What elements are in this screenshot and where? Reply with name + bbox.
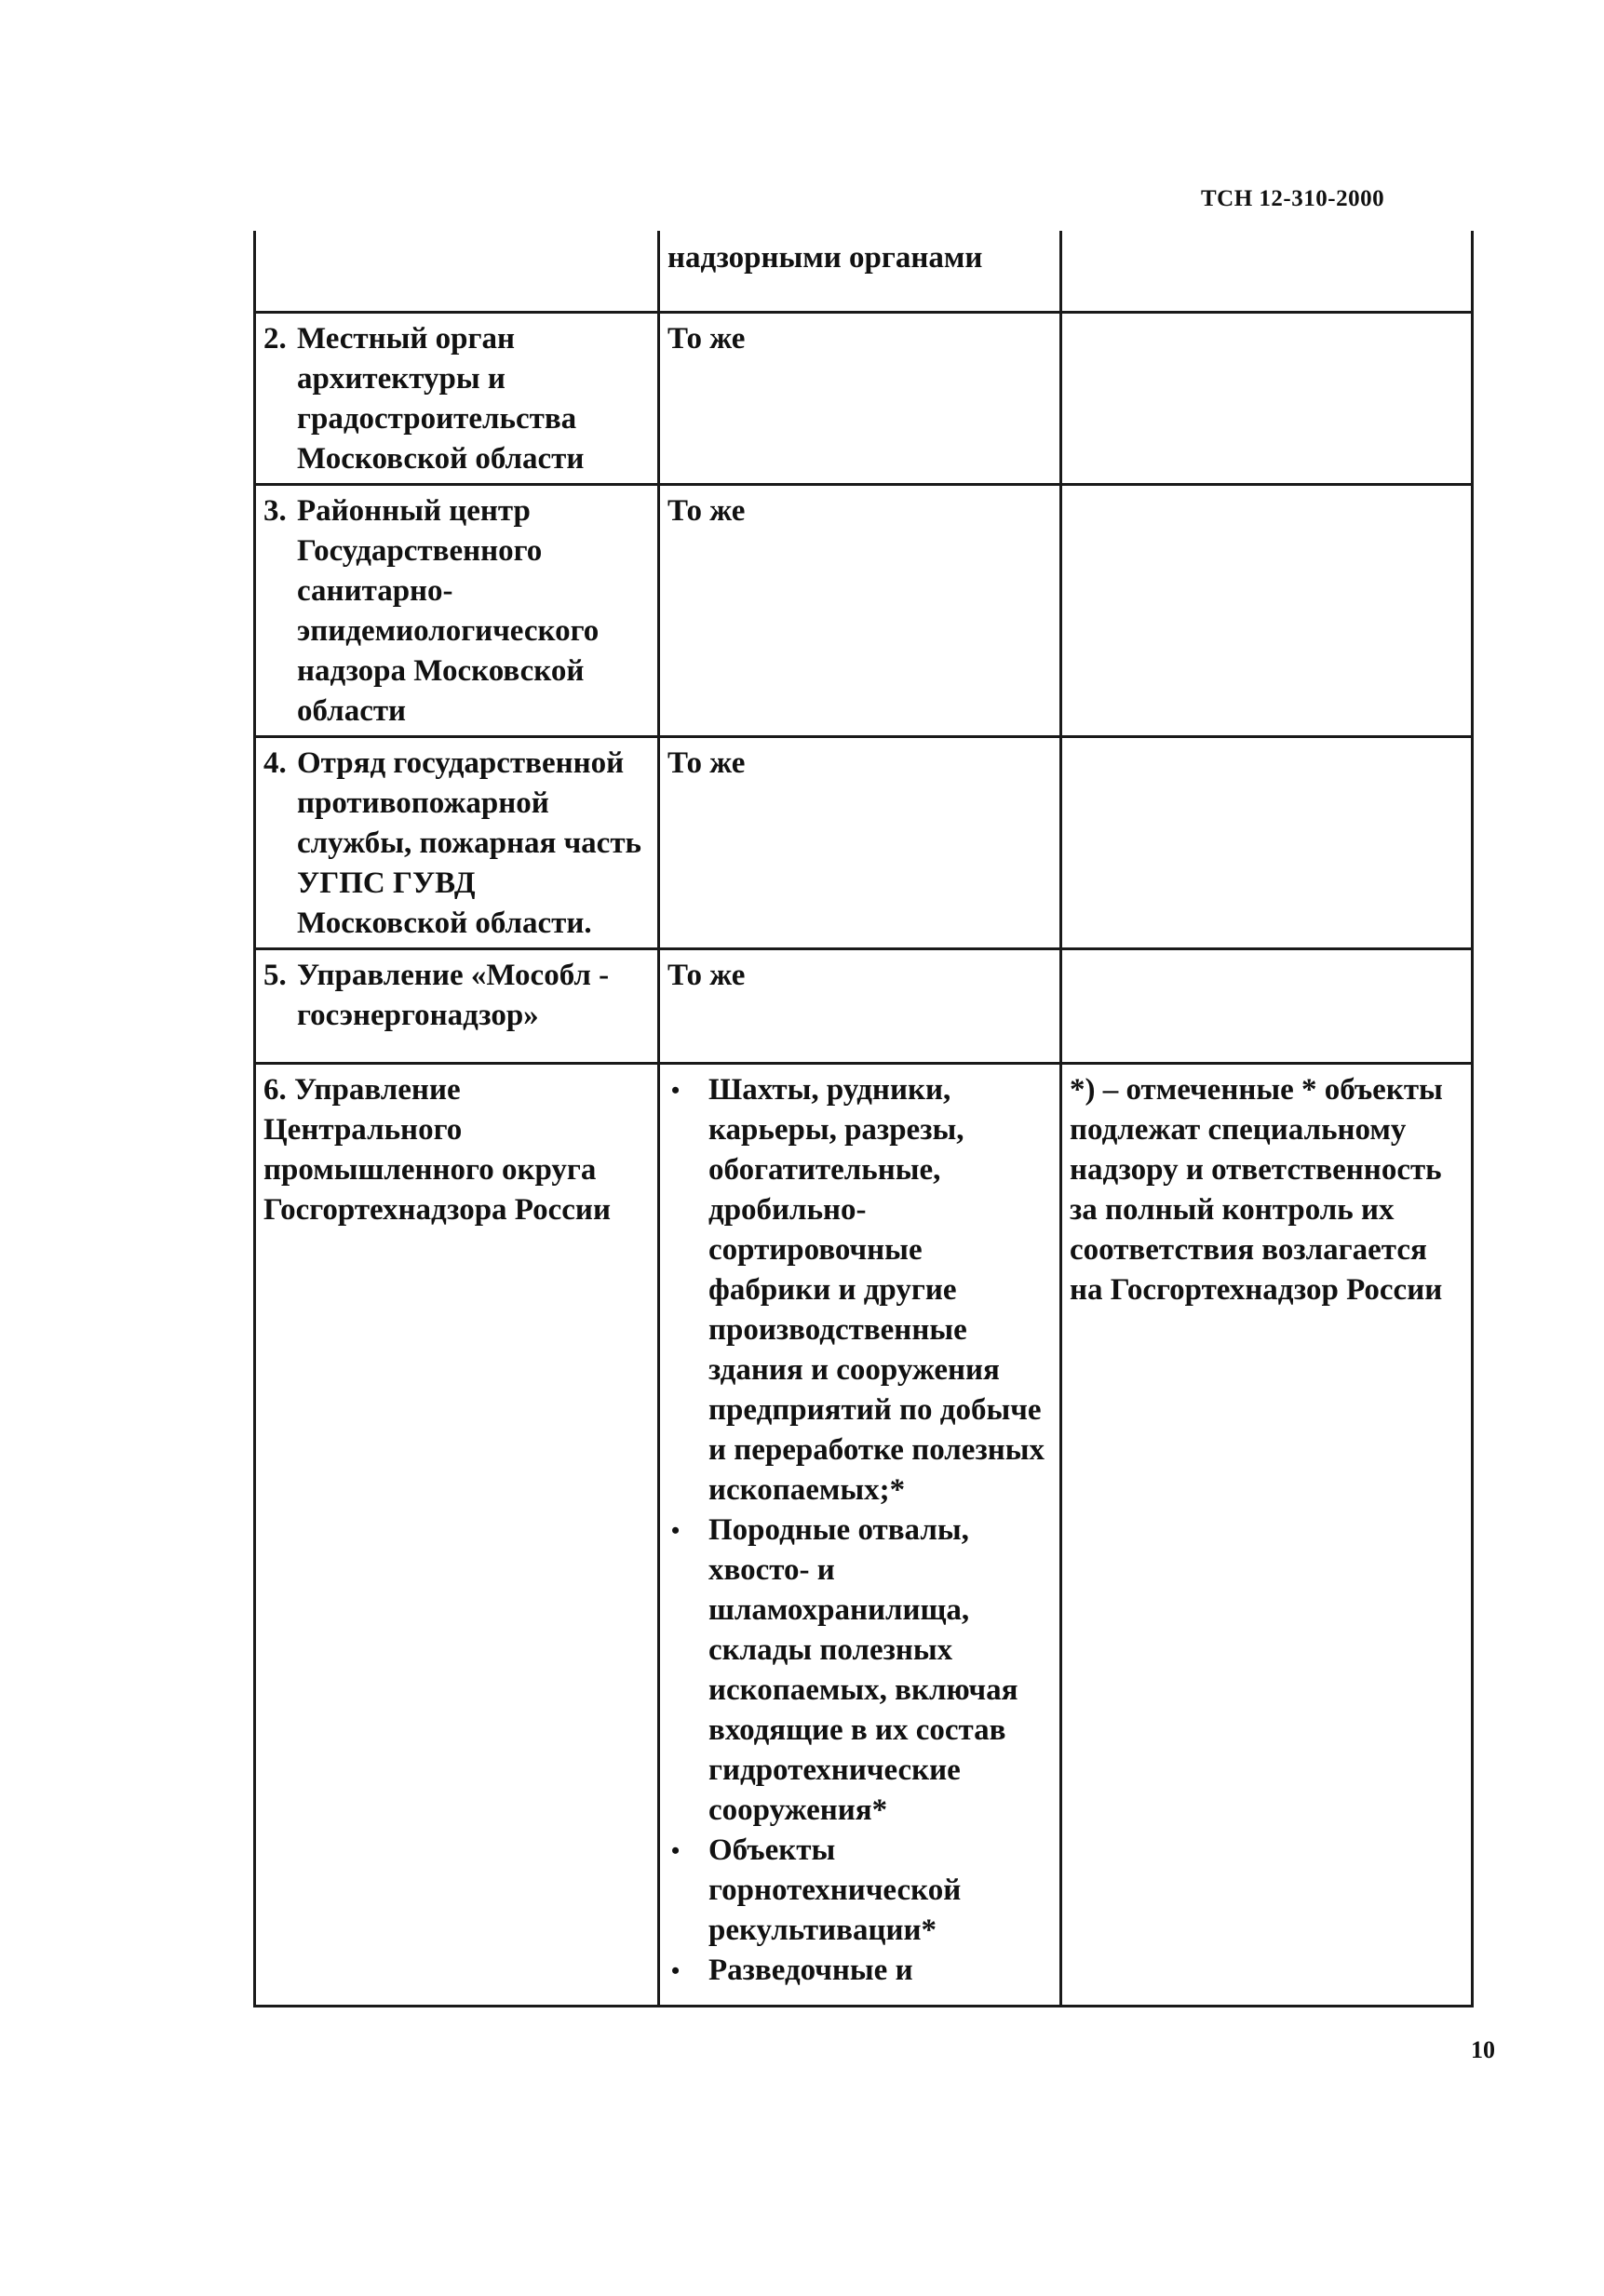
row-number: 5. xyxy=(263,959,287,992)
cell-objects: То же xyxy=(659,737,1061,949)
supervision-note: *) – отмеченные * объекты подлежат специальному надзору и ответственность за полный контроль их соответствия возлагается на Госгортехнадзор России xyxy=(1070,1073,1443,1307)
cell-organization xyxy=(255,949,659,1064)
table-row xyxy=(255,485,1473,737)
cell-note xyxy=(1061,231,1473,313)
cell-note xyxy=(1061,737,1473,949)
cell-note xyxy=(1061,313,1473,485)
table-row-continuation xyxy=(255,231,1473,313)
list-item xyxy=(667,1831,1052,1951)
cell-objects: надзорными органами xyxy=(659,231,1061,313)
bullet-icon: • xyxy=(671,1957,681,1984)
table-row xyxy=(255,313,1473,485)
cell-note xyxy=(1061,1064,1473,2007)
list-item xyxy=(667,1070,1052,1511)
cell-organization xyxy=(255,313,659,485)
row-number: 2. xyxy=(263,322,287,356)
cell-organization xyxy=(255,1064,659,2007)
table-row xyxy=(255,1064,1473,2007)
bullet-icon: • xyxy=(671,1837,681,1864)
cell-note xyxy=(1061,485,1473,737)
cell-organization xyxy=(255,737,659,949)
row-number: 3. xyxy=(263,494,287,528)
organization-name: Местный орган архитектуры и градостроительства Московской области xyxy=(297,322,585,476)
objects-list xyxy=(667,1070,1052,1991)
bullet-icon: • xyxy=(671,1517,681,1544)
cell-organization xyxy=(255,485,659,737)
page-number: 10 xyxy=(1471,2036,1495,2063)
cell-objects: То же xyxy=(659,485,1061,737)
organization-name: Отряд государственной противопожарной службы, пожарная часть УГПС ГУВД Московской области. xyxy=(297,746,641,940)
organization-name: 6. Управление Центрального промышленного округа Госгортехнадзора России xyxy=(263,1073,611,1227)
table-row xyxy=(255,949,1473,1064)
cell-objects: То же xyxy=(659,313,1061,485)
list-item-text: Разведочные и xyxy=(708,1954,913,1987)
list-item xyxy=(667,1511,1052,1831)
list-item-text: Объекты горнотехнической рекультивации* xyxy=(708,1833,962,1947)
organization-name: Управление «Мособл - госэнергонадзор» xyxy=(297,959,610,1032)
organization-name: Районный центр Государственного санитарно-эпидемиологического надзора Московской области xyxy=(297,494,600,728)
list-item xyxy=(667,1951,1052,1991)
row-number: 4. xyxy=(263,746,287,780)
organizations-table xyxy=(253,231,1474,2007)
cell-objects xyxy=(659,1064,1061,2007)
document-code: ТСН 12-310-2000 xyxy=(1201,186,1385,211)
cell-objects: То же xyxy=(659,949,1061,1064)
list-item-text: Шахты, рудники, карьеры, разрезы, обогатительные, дробильно-сортировочные фабрики и другие производственные здания и сооружения предприятий по добыче и переработке полезных ископаемых;* xyxy=(708,1073,1045,1507)
cell-note xyxy=(1061,949,1473,1064)
table-row xyxy=(255,737,1473,949)
bullet-icon: • xyxy=(671,1077,681,1104)
cell-organization xyxy=(255,231,659,313)
list-item-text: Породные отвалы, хвосто- и шламохранилища, склады полезных ископаемых, включая входящие в их состав гидротехнические сооружения* xyxy=(708,1513,1018,1827)
